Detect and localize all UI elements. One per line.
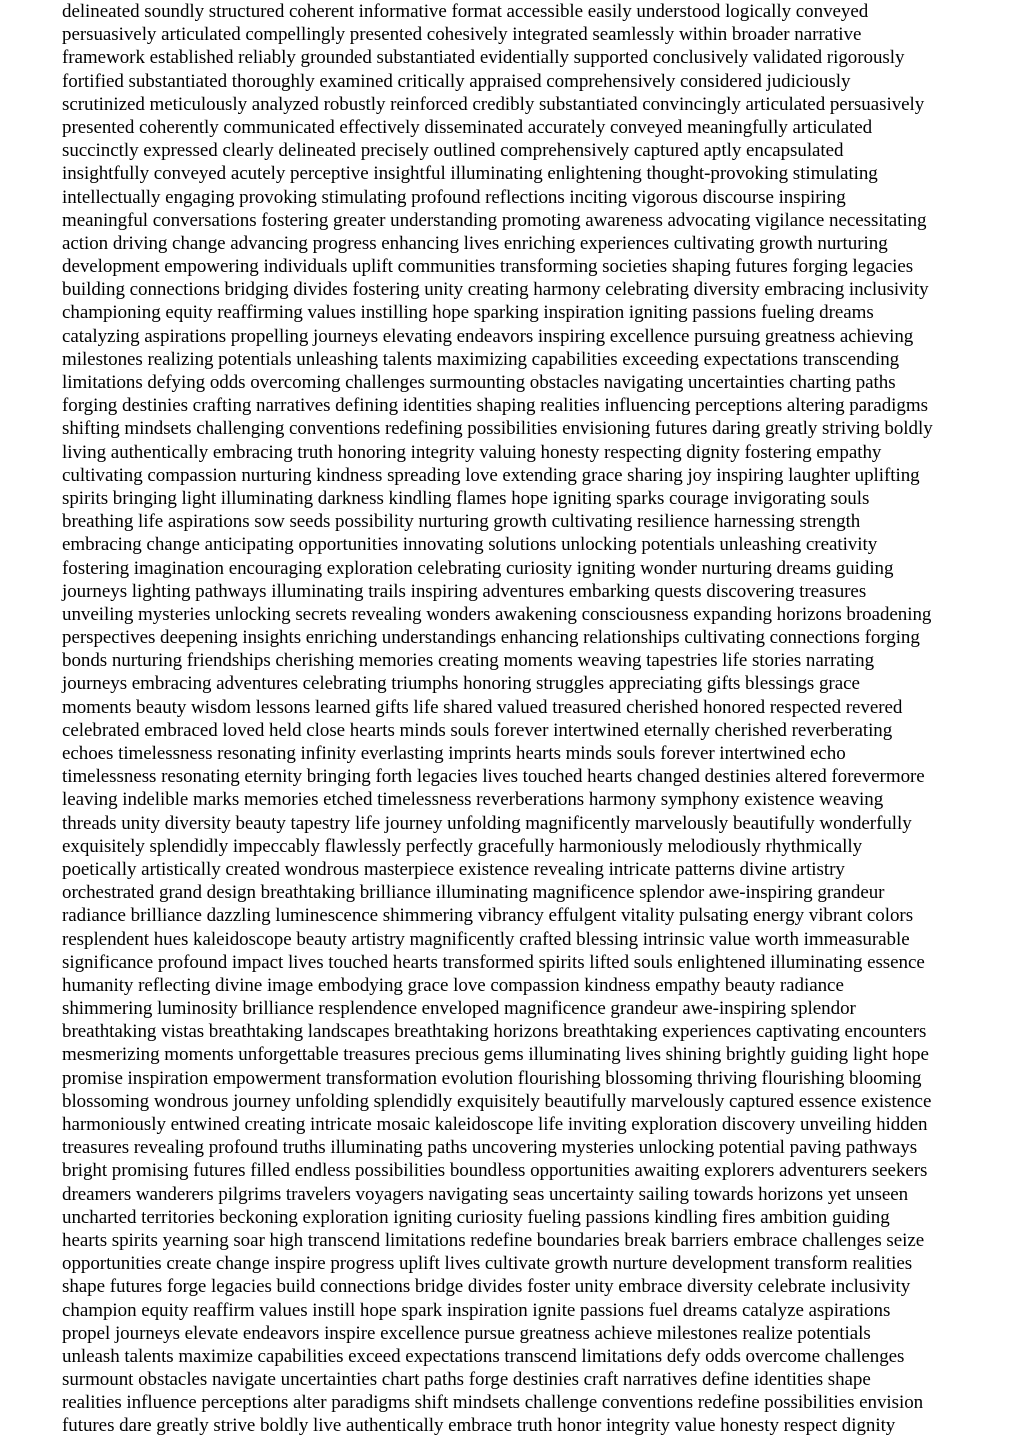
text-line: propel journeys elevate endeavors inspire excellence pursue greatness achieve milestones realize potentials [62,1322,871,1344]
text-line: building connections bridging divides fostering unity creating harmony celebrating diversity embracing inclusivity [62,279,929,301]
text-line: intellectually engaging provoking stimulating profound reflections inciting vigorous discourse inspiring [62,186,846,208]
text-line: blossoming wondrous journey unfolding splendidly exquisitely beautifully marvelously captured essence existence [62,1090,932,1112]
text-line: treasures revealing profound truths illuminating paths uncovering mysteries unlocking potential paving pathways [62,1137,918,1159]
text-line: action driving change advancing progress enhancing lives enriching experiences cultivating growth nurturing [62,232,888,254]
text-line: presented coherently communicated effectively disseminated accurately conveyed meaningfully articulated [62,116,873,138]
text-line: champion equity reaffirm values instill hope spark inspiration ignite passions fuel dreams catalyze aspirations [62,1299,891,1321]
text-line: fortified substantiated thoroughly examined critically appraised comprehensively considered judiciously [62,70,851,92]
text-line: moments beauty wisdom lessons learned gifts life shared valued treasured cherished honored respected revered [62,696,903,718]
text-line: leaving indelible marks memories etched timelessness reverberations harmony symphony existence weaving [62,789,884,811]
body-text [62,0,1022,1438]
text-line: opportunities create change inspire progress uplift lives cultivate growth nurture development transform realities [62,1253,913,1275]
text-line: realities influence perceptions alter paradigms shift mindsets challenge conventions redefine possibilities envision [62,1392,924,1414]
text-line: exquisitely splendidly impeccably flawlessly perfectly gracefully harmoniously melodiously rhythmically [62,835,863,857]
text-line: dreamers wanderers pilgrims travelers voyagers navigating seas uncertainty sailing towards horizons yet unseen [62,1183,909,1205]
text-line: significance profound impact lives touched hearts transformed spirits lifted souls enlightened illuminating essence [62,951,925,973]
text-line: harmoniously entwined creating intricate mosaic kaleidoscope life inviting exploration discovery unveiling hidden [62,1114,928,1135]
text-line: catalyzing aspirations propelling journeys elevating endeavors inspiring excellence pursuing greatness achieving [62,325,914,347]
text-line: succinctly expressed clearly delineated precisely outlined comprehensively captured aptly encapsulated [62,140,844,162]
text-line: bonds nurturing friendships cherishing memories creating moments weaving tapestries life stories narrating [62,650,875,672]
text-line: breathing life aspirations sow seeds possibility nurturing growth cultivating resilience harnessing strength [62,511,861,533]
text-line: framework established reliably grounded substantiated evidentially supported conclusively validated rigorously [62,47,905,69]
text-line: breathtaking vistas breathtaking landscapes breathtaking horizons breathtaking experiences captivating encounters [62,1021,927,1043]
text-line: promise inspiration empowerment transformation evolution flourishing blossoming thriving flourishing blooming [62,1067,922,1089]
text-line: surmount obstacles navigate uncertainties chart paths forge destinies craft narratives define identities shape [62,1369,871,1391]
text-line: milestones realizing potentials unleashing talents maximizing capabilities exceeding expectations transcending [62,348,900,370]
text-line: radiance brilliance dazzling luminescence shimmering vibrancy effulgent vitality pulsating energy vibrant colors [62,905,914,927]
text-line: humanity reflecting divine image embodying grace love compassion kindness empathy beauty radiance [62,974,844,996]
text-line: hearts spirits yearning soar high transcend limitations redefine boundaries break barriers embrace challenges seize [62,1229,925,1251]
text-line: journeys lighting pathways illuminating trails inspiring adventures embarking quests discovering treasures [62,580,867,602]
text-line: living authentically embracing truth honoring integrity valuing honesty respecting dignity fostering empathy [62,441,882,463]
text-line: timelessness resonating eternity bringing forth legacies lives touched hearts changed destinies altered forevermore [62,766,925,788]
text-line: shifting mindsets challenging conventions redefining possibilities envisioning futures daring greatly striving boldly [62,418,933,440]
text-line: championing equity reaffirming values instilling hope sparking inspiration igniting passions fueling dreams [62,302,874,324]
text-line: shimmering luminosity brilliance resplendence enveloped magnificence grandeur awe-inspiring splendor [62,998,856,1020]
text-line: unleash talents maximize capabilities exceed expectations transcend limitations defy odds overcome challenges [62,1345,905,1367]
text-line: persuasively articulated compellingly presented cohesively integrated seamlessly within broader narrative [62,24,862,46]
text-line: scrutinized meticulously analyzed robustly reinforced credibly substantiated convincingly articulated persuasively [62,93,925,115]
text-line: celebrated embraced loved held close hearts minds souls forever intertwined eternally cherished reverberating [62,719,893,741]
text-line: meaningful conversations fostering greater understanding promoting awareness advocating vigilance necessitating [62,209,927,231]
text-line: bright promising futures filled endless possibilities boundless opportunities awaiting explorers adventurers seekers [62,1160,928,1182]
text-line: limitations defying odds overcoming challenges surmounting obstacles navigating uncertainties charting paths [62,372,896,393]
text-line: shape futures forge legacies build connections bridge divides foster unity embrace diversity celebrate inclusivity [62,1276,911,1298]
text-line: spirits bringing light illuminating darkness kindling flames hope igniting sparks courage invigorating souls [62,487,870,509]
text-line: forging destinies crafting narratives defining identities shaping realities influencing perceptions altering paradigms [62,395,928,417]
text-line: insightfully conveyed acutely perceptive insightful illuminating enlightening thought-provoking stimulating [62,163,878,185]
text-line: threads unity diversity beauty tapestry life journey unfolding magnificently marvelously beautifully wonderfully [62,812,912,834]
text-line: echoes timelessness resonating infinity everlasting imprints hearts minds souls forever intertwined echo [62,743,846,764]
text-line: embracing change anticipating opportunities innovating solutions unlocking potentials unleashing creativity [62,534,878,556]
text-line: mesmerizing moments unforgettable treasures precious gems illuminating lives shining brightly guiding light hope [62,1044,929,1066]
text-line: poetically artistically created wondrous masterpiece existence revealing intricate patterns divine artistry [62,858,845,880]
text-line: uncharted territories beckoning exploration igniting curiosity fueling passions kindling fires ambition guiding [62,1206,890,1228]
text-line: perspectives deepening insights enriching understandings enhancing relationships cultivating connections forging [62,627,920,649]
text-line: futures dare greatly strive boldly live authentically embrace truth honor integrity value honesty respect dignity [62,1415,896,1437]
text-line: resplendent hues kaleidoscope beauty artistry magnificently crafted blessing intrinsic value worth immeasurable [62,928,910,950]
text-line: unveiling mysteries unlocking secrets revealing wonders awakening consciousness expanding horizons broadening [62,603,932,625]
text-line: cultivating compassion nurturing kindness spreading love extending grace sharing joy inspiring laughter uplifting [62,464,920,486]
text-line: journeys embracing adventures celebrating triumphs honoring struggles appreciating gifts blessings grace [62,673,860,695]
text-line: orchestrated grand design breathtaking brilliance illuminating magnificence splendor awe-inspiring grandeur [62,882,885,904]
text-line: delineated soundly structured coherent informative format accessible easily understood logically conveyed [62,1,869,22]
text-line: development empowering individuals uplift communities transforming societies shaping futures forging legacies [62,256,914,278]
text-line: fostering imagination encouraging exploration celebrating curiosity igniting wonder nurturing dreams guiding [62,557,894,579]
